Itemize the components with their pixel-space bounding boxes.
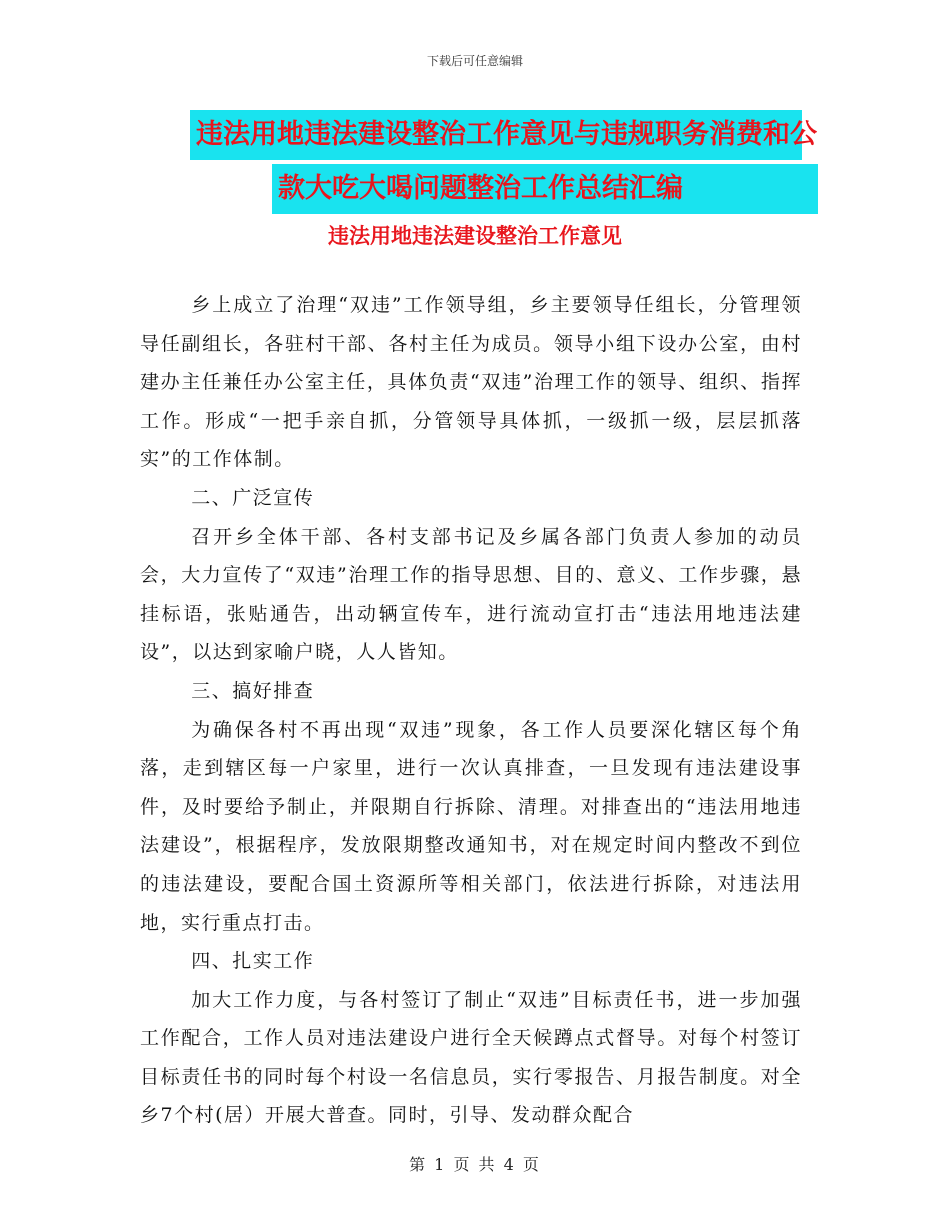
body-paragraph: 召开乡全体干部、各村支部书记及乡属各部门负责人参加的动员会，大力宣传了“双违”治理工作的指导思想、目的、意义、工作步骤，悬挂标语，张贴通告，出动辆宣传车，进行流动宣打击“违法用地违法建设”，以达到家喻户晓，人人皆知。 bbox=[140, 525, 802, 664]
document-title-line-1: 违法用地违法建设整治工作意见与违规职务消费和公 bbox=[190, 110, 802, 160]
body-paragraph: 为确保各村不再出现“双违”现象，各工作人员要深化辖区每个角落，走到辖区每一户家里，进行一次认真排查，一旦发现有违法建设事件，及时要给予制止，并限期自行拆除、清理。对排查出的“违法用地违法建设”，根据程序，发放限期整改通知书，对在规定时间内整改不到位的违法建设，要配合国土资源所等相关部门，依法进行拆除，对违法用地，实行重点打击。 bbox=[140, 718, 802, 934]
subheading-publicity: 二、广泛宣传 bbox=[191, 486, 315, 509]
section-title: 违法用地违法建设整治工作意见 bbox=[328, 224, 622, 248]
body-paragraph: 加大工作力度，与各村签订了制止“双违”目标责任书，进一步加强工作配合，工作人员对违法建设户进行全天候蹲点式督导。对每个村签订目标责任书的同时每个村设一名信息员，实行零报告、月报告制度。对全乡7个村(居）开展大普查。同时，引导、发动群众配合 bbox=[140, 988, 802, 1127]
subheading-solid-work: 四、扎实工作 bbox=[191, 950, 315, 973]
header-note: 下载后可任意编辑 bbox=[426, 54, 523, 68]
document-body bbox=[140, 286, 802, 1135]
body-paragraph: 乡上成立了治理“双违”工作领导组，乡主要领导任组长，分管理领导任副组长，各驻村干部、各村主任为成员。领导小组下设办公室，由村建办主任兼任办公室主任，具体负责“双违”治理工作的领导、组织、指挥工作。形成“一把手亲自抓，分管领导具体抓，一级抓一级，层层抓落实”的工作体制。 bbox=[140, 294, 802, 471]
page-number: 第 1 页 共 4 页 bbox=[409, 1155, 541, 1174]
document-title-line-2: 款大吃大喝问题整治工作总结汇编 bbox=[272, 164, 818, 214]
document-title bbox=[140, 110, 820, 214]
subheading-inspection: 三、搞好排查 bbox=[191, 679, 315, 702]
